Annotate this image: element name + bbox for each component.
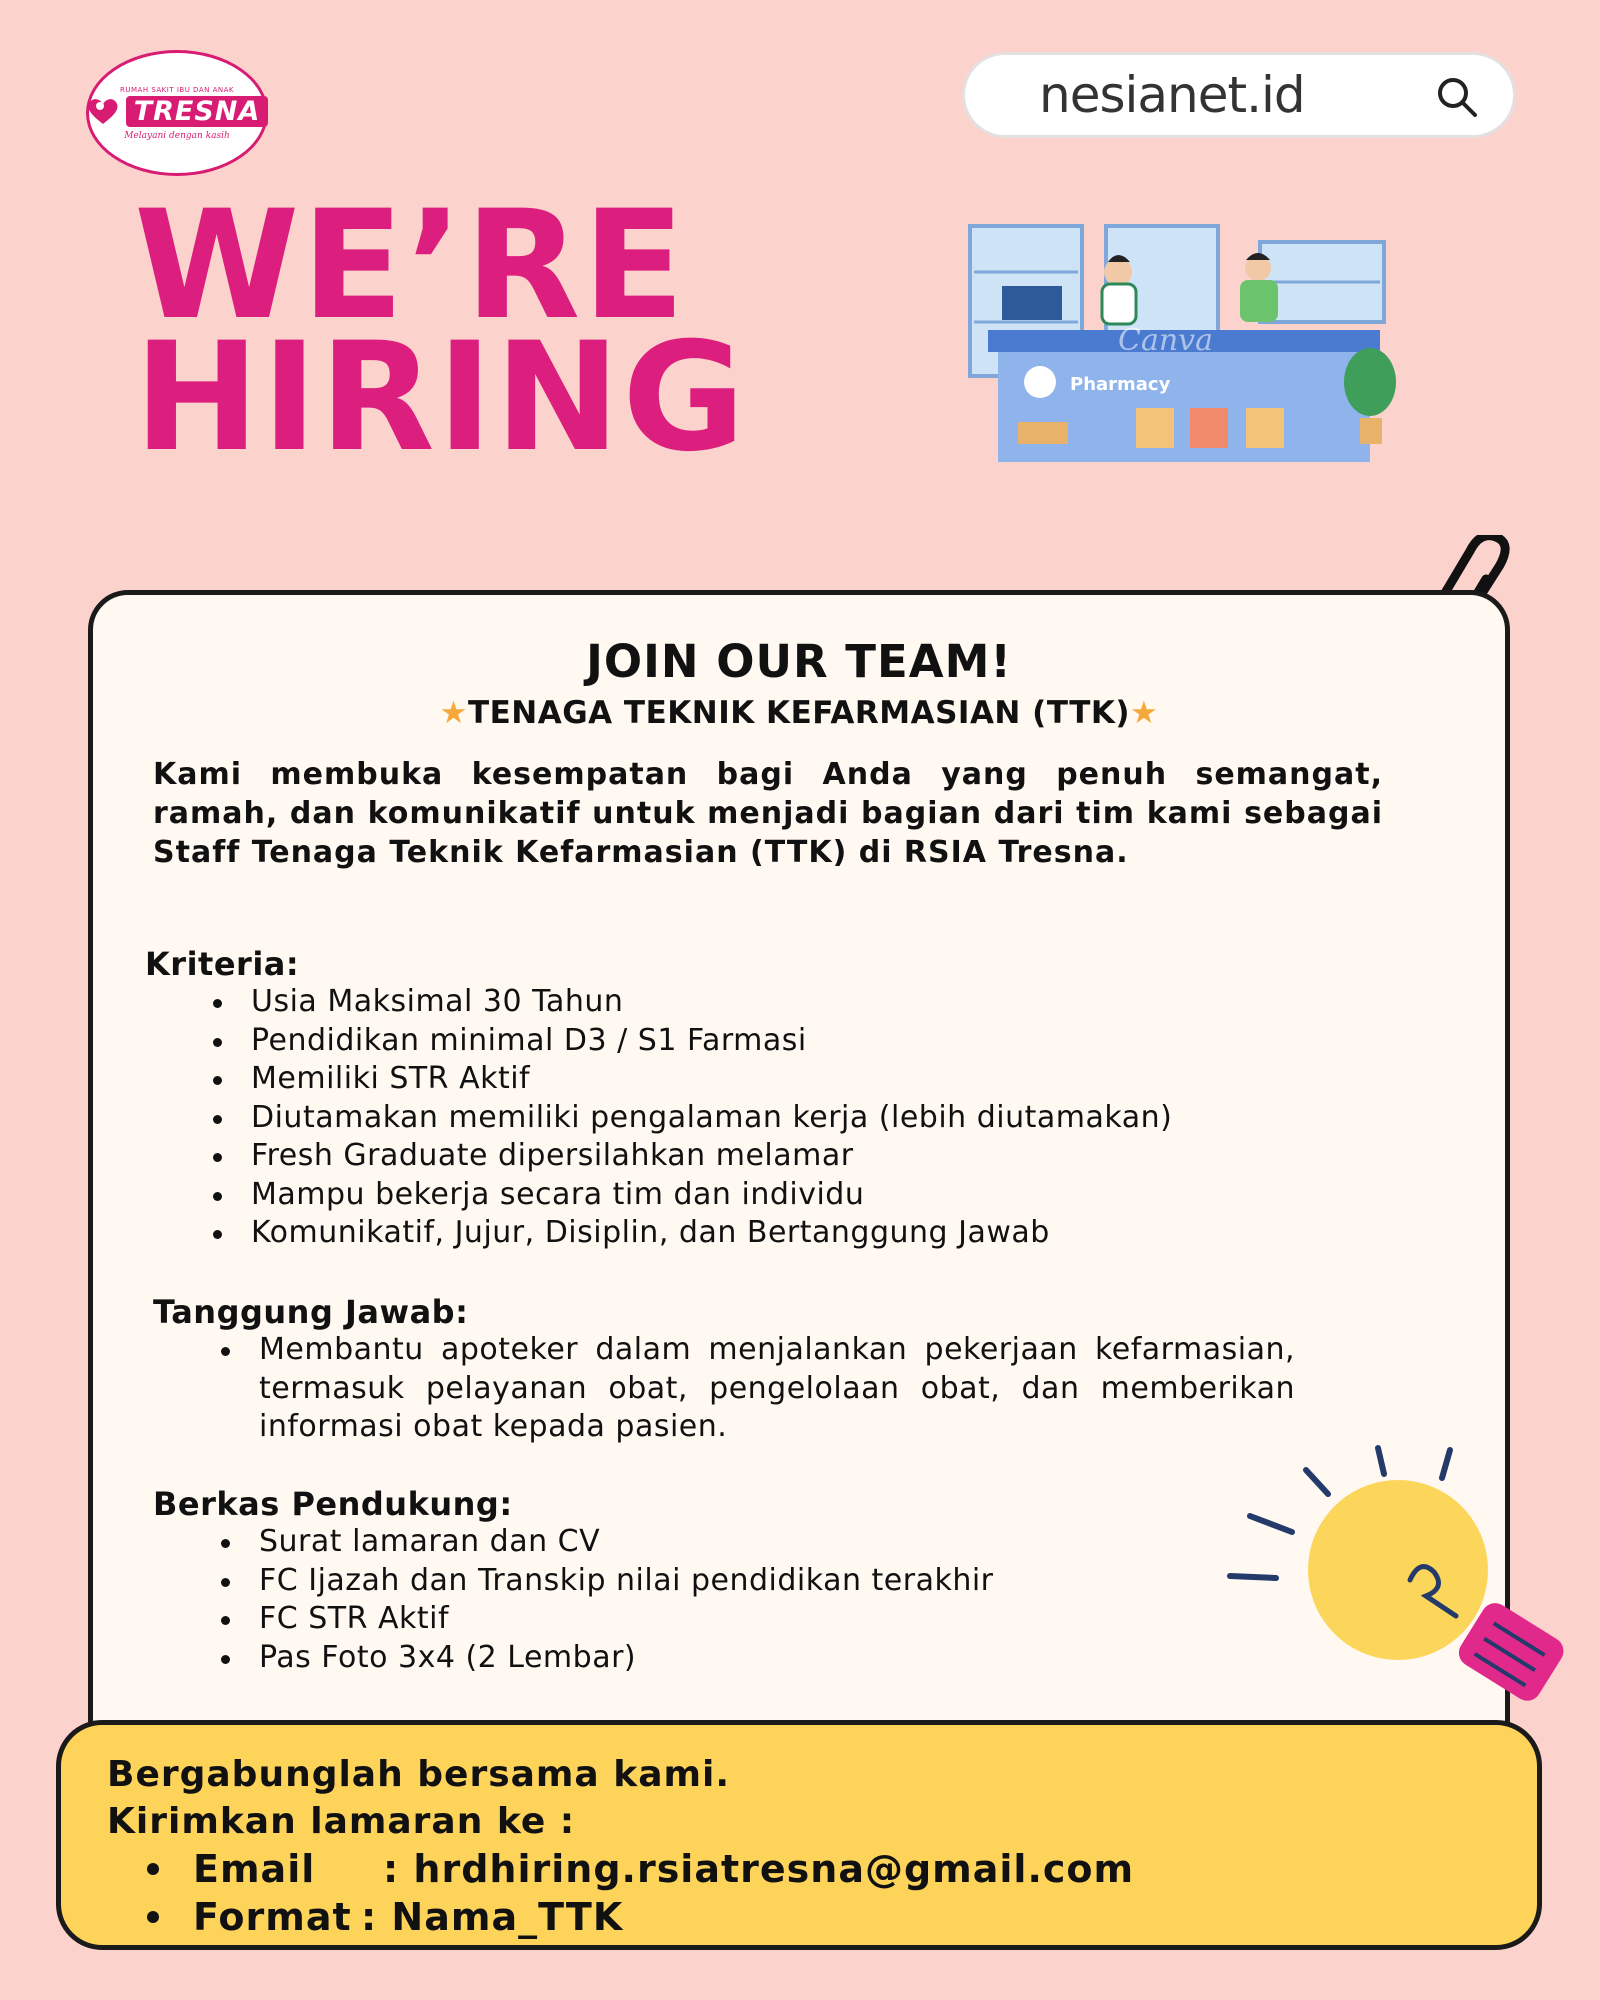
star-icon: ★ (1130, 695, 1159, 731)
card-subtitle (93, 695, 1505, 731)
headline-line2: HIRING (134, 311, 748, 485)
list-item: Usia Maksimal 30 Tahun (207, 983, 1387, 1022)
list-item: FC Ijazah dan Transkip nilai pendidikan terakhir (215, 1562, 1215, 1601)
list-item: Pendidikan minimal D3 / S1 Farmasi (207, 1022, 1387, 1061)
format-value: : Nama_TTK (361, 1895, 624, 1939)
cta-line1: Bergabunglah bersama kami. (107, 1754, 731, 1795)
pharmacy-illustration (968, 222, 1420, 466)
email-value[interactable]: : hrdhiring.rsiatresna@gmail.com (383, 1847, 1135, 1891)
kriteria-list (207, 983, 1387, 1253)
tanggung-jawab-list (215, 1331, 1295, 1447)
list-item: Memiliki STR Aktif (207, 1060, 1387, 1099)
bullet (147, 1845, 193, 1893)
tanggung-jawab-heading: Tanggung Jawab: (153, 1293, 469, 1331)
search-icon[interactable] (1435, 75, 1479, 119)
logo-small-text: RUMAH SAKIT IBU DAN ANAK (120, 85, 234, 94)
intro-paragraph: Kami membuka kesempatan bagi Anda yang penuh semangat, ramah, dan komunikatif untuk menjadi bagian dari tim kami sebagai Staff Tenaga Teknik Kefarmasian (TTK) di RSIA Tresna. (153, 757, 1383, 870)
list-item: Pas Foto 3x4 (2 Lembar) (215, 1639, 1215, 1678)
bullet (147, 1893, 193, 1941)
canva-watermark: Canva (1118, 323, 1213, 358)
tresna-logo (86, 50, 268, 176)
card-title: JOIN OUR TEAM! (586, 635, 1012, 688)
list-item: Fresh Graduate dipersilahkan melamar (207, 1137, 1387, 1176)
pharmacy-label: Pharmacy (1070, 374, 1171, 395)
list-item: FC STR Aktif (215, 1600, 1215, 1639)
headline (134, 179, 748, 485)
logo-mark (86, 96, 269, 127)
list-item: Diutamakan memiliki pengalaman kerja (lebih diutamakan) (207, 1099, 1387, 1138)
logo-tagline: Melayani dengan kasih (124, 130, 230, 141)
star-icon: ★ (439, 695, 468, 731)
list-item: Mampu bekerja secara tim dan individu (207, 1176, 1387, 1215)
list-item: Komunikatif, Jujur, Disiplin, dan Bertanggung Jawab (207, 1214, 1387, 1253)
position-name: TENAGA TEKNIK KEFARMASIAN (TTK) (467, 695, 1131, 731)
berkas-list (215, 1523, 1215, 1677)
list-item: Membantu apoteker dalam menjalankan pekerjaan kefarmasian, termasuk pelayanan obat, pengelolaan obat, dan memberikan informasi obat kepada pasien. (215, 1331, 1295, 1447)
search-text: nesianet.id (1039, 66, 1305, 124)
headline-line1: WE’RE (134, 179, 687, 353)
email-label: Email (193, 1847, 316, 1891)
berkas-heading: Berkas Pendukung: (153, 1485, 513, 1523)
search-bar[interactable] (962, 52, 1516, 138)
kriteria-heading: Kriteria: (145, 945, 300, 983)
format-label: Format (193, 1895, 352, 1939)
apply-info-box (56, 1720, 1542, 1950)
list-item: Surat lamaran dan CV (215, 1523, 1215, 1562)
format-row (107, 1893, 1537, 1941)
mother-child-heart-icon (86, 96, 120, 126)
email-row (107, 1845, 1537, 1893)
lightbulb-icon (1220, 1440, 1570, 1720)
cta-line2: Kirimkan lamaran ke : (107, 1801, 576, 1842)
logo-name: TRESNA (126, 96, 269, 127)
